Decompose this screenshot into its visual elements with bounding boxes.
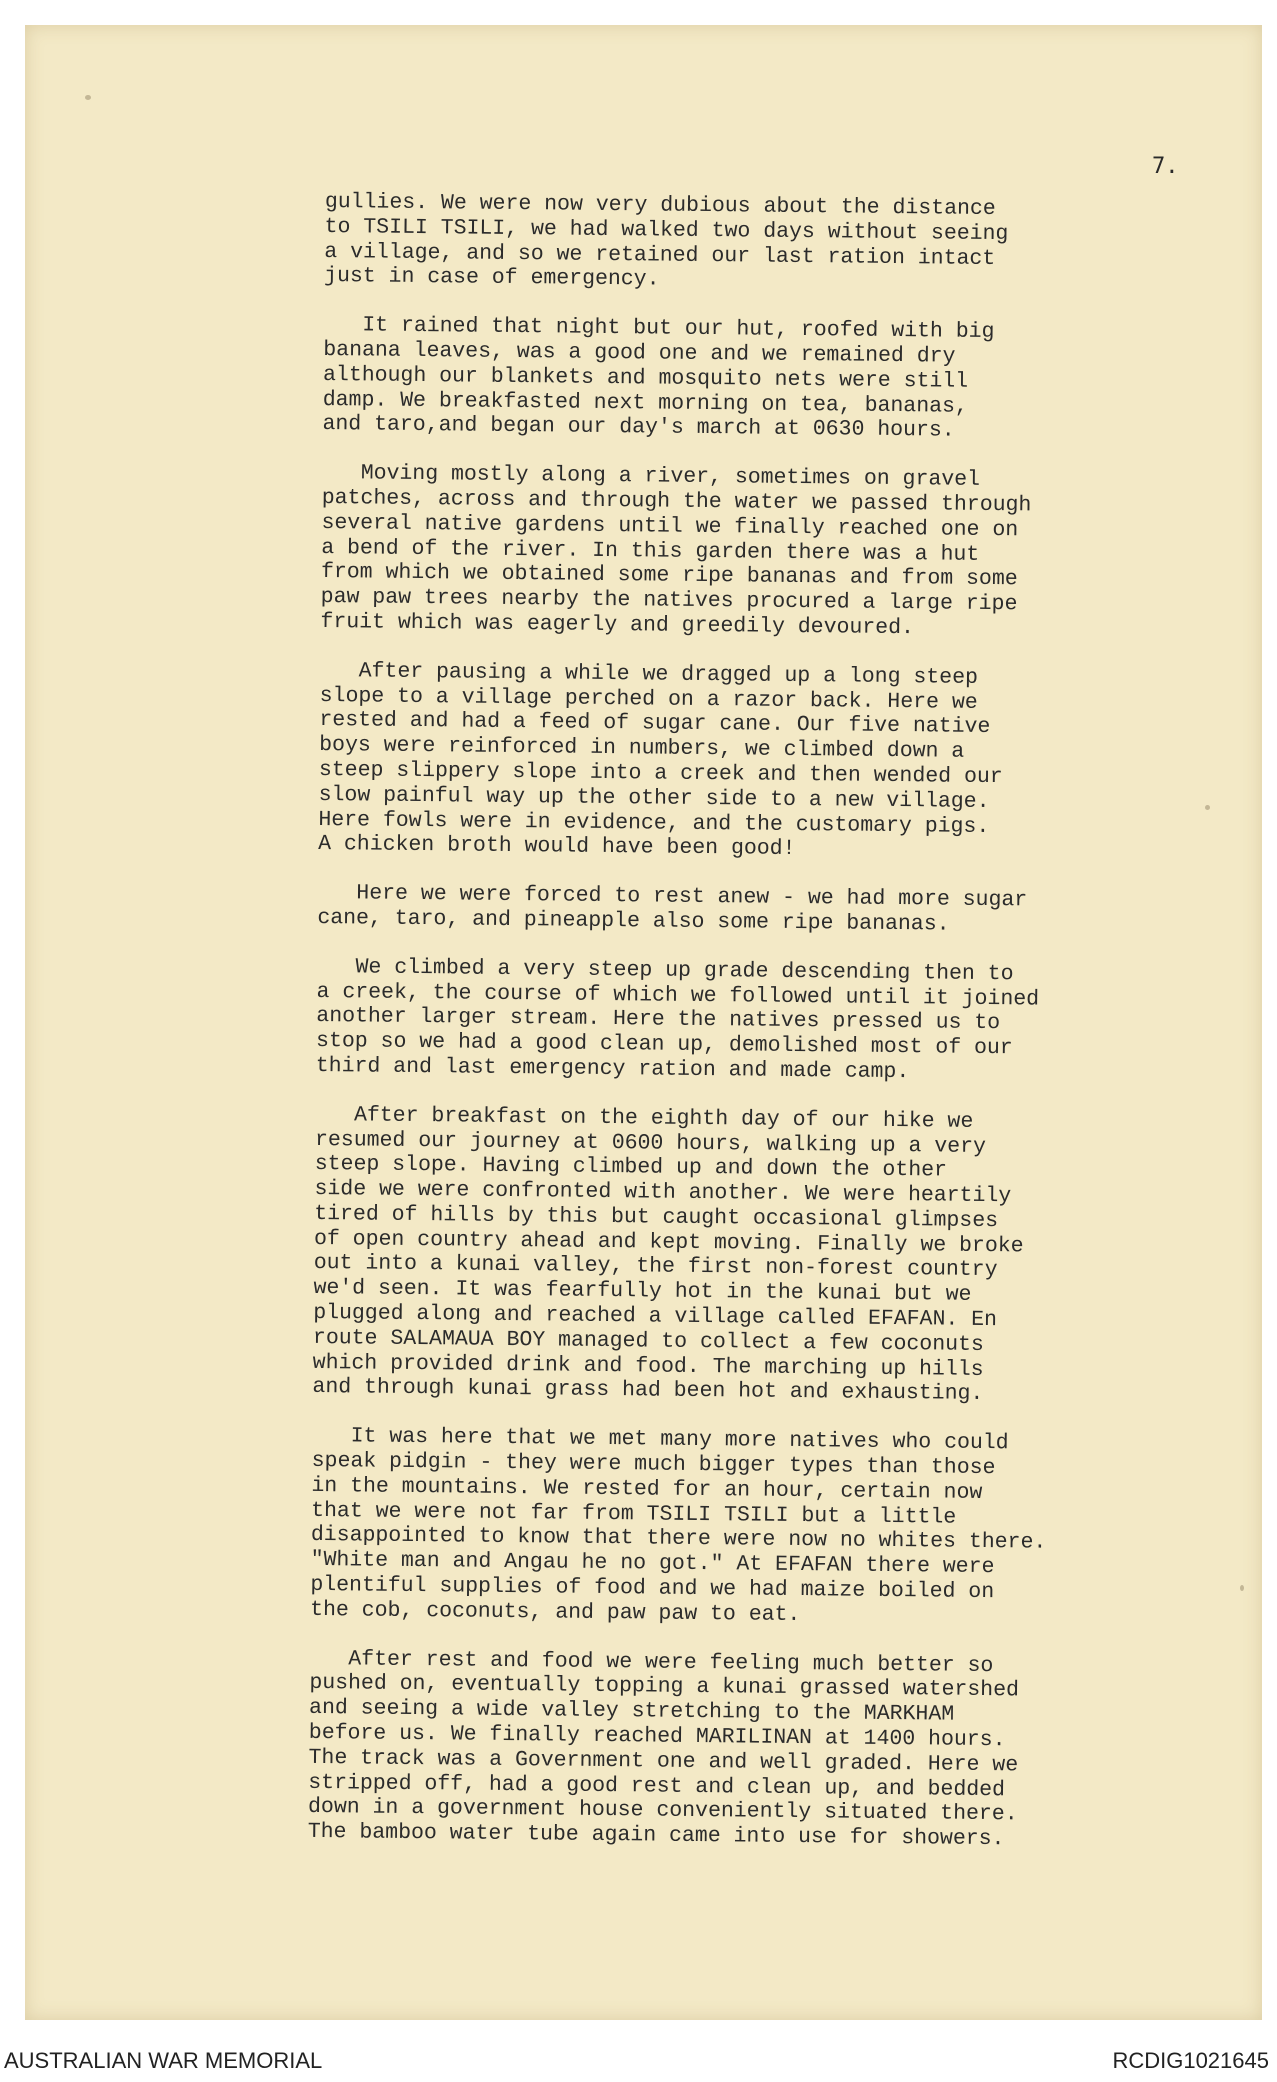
- typed-body-text: [308, 190, 1185, 1854]
- paragraph: Here we were forced to rest anew - we had more sugar cane, taro, and pineapple also some ripe bananas.: [317, 881, 1028, 937]
- paragraph: After rest and food we were feeling much better so pushed on, eventually topping a kunai grassed watershed and seeing a wide valley stretching to the MARKHAM before us. We finally reached MARILINAN at 1400 hours. The track was a Government one and well graded. Here we stripped off, had a good rest and clean up, and bedded down in a government house conveniently situated there. The bamboo water tube again came into use for showers.: [307, 1646, 1020, 1852]
- paragraph: After pausing a while we dragged up a long steep slope to a village perched on a razor back. Here we rested and had a feed of sugar cane. Our five native boys were reinforced in numbers, we climbed down a steep slippery slope into a creek and then wended our slow painful way up the other side to a new village. Here fowls were in evidence, and the customary pigs. A chicken broth would have been good!: [318, 658, 1003, 862]
- footer-record-id: RCDIG1021645: [1112, 2048, 1269, 2073]
- footer-institution: AUSTRALIAN WAR MEMORIAL: [4, 2048, 323, 2073]
- paragraph: It was here that we met many more natives who could speak pidgin - they were much bigger types than those in the mountains. We rested for an hour, certain now that we were not far from TSILI TSILI but a little disappointed to know that there were now no whites there. "White man and Angau he no got." At EFAFAN there were plentiful supplies of food and we had maize boiled on the cob, coconuts, and paw paw to eat.: [310, 1424, 1047, 1627]
- page-number: 7.: [1152, 154, 1179, 179]
- paragraph: It rained that night but our hut, roofed with big banana leaves, was a good one and we remained dry although our blankets and mosquito nets were still damp. We breakfasted next morning on tea, bananas, and taro,and began our day's march at 0630 hours.: [322, 313, 995, 443]
- paragraph: We climbed a very steep up grade descending then to a creek, the course of which we followed until it joined another larger stream. Here the natives pressed us to stop so we had a good clean up, demolished most of our third and last emergency ration and made camp.: [315, 954, 1040, 1085]
- paragraph: gullies. We were now very dubious about the distance to TSILI TSILI, we had walked two days without seeing a village, and so we retained our last ration intact just in case of emergency.: [323, 190, 1009, 292]
- paragraph: Moving mostly along a river, sometimes on gravel patches, across and through the water we passed through several native gardens until we finally reached one on a bend of the river. In this garden there was a hut from which we obtained some ripe bananas and from some paw paw trees nearby the natives procured a large ripe fruit which was eagerly and greedily devoured.: [320, 461, 1032, 641]
- paragraph: After breakfast on the eighth day of our hike we resumed our journey at 0600 hours, walking up a very steep slope. Having climbed up and down the other side we were confronted with another. We were heartily tired of hills by this but caught occasional glimpses of open country ahead and kept moving. Finally we broke out into a kunai valley, the first non-forest country we'd seen. It was fearfully hot in the kunai but we plugged along and reached a village called EFAFAN. En route SALAMAUA BOY managed to collect a few coconuts which provided drink and food. The marching up hills and through kunai grass had been hot and exhausting.: [312, 1102, 1024, 1407]
